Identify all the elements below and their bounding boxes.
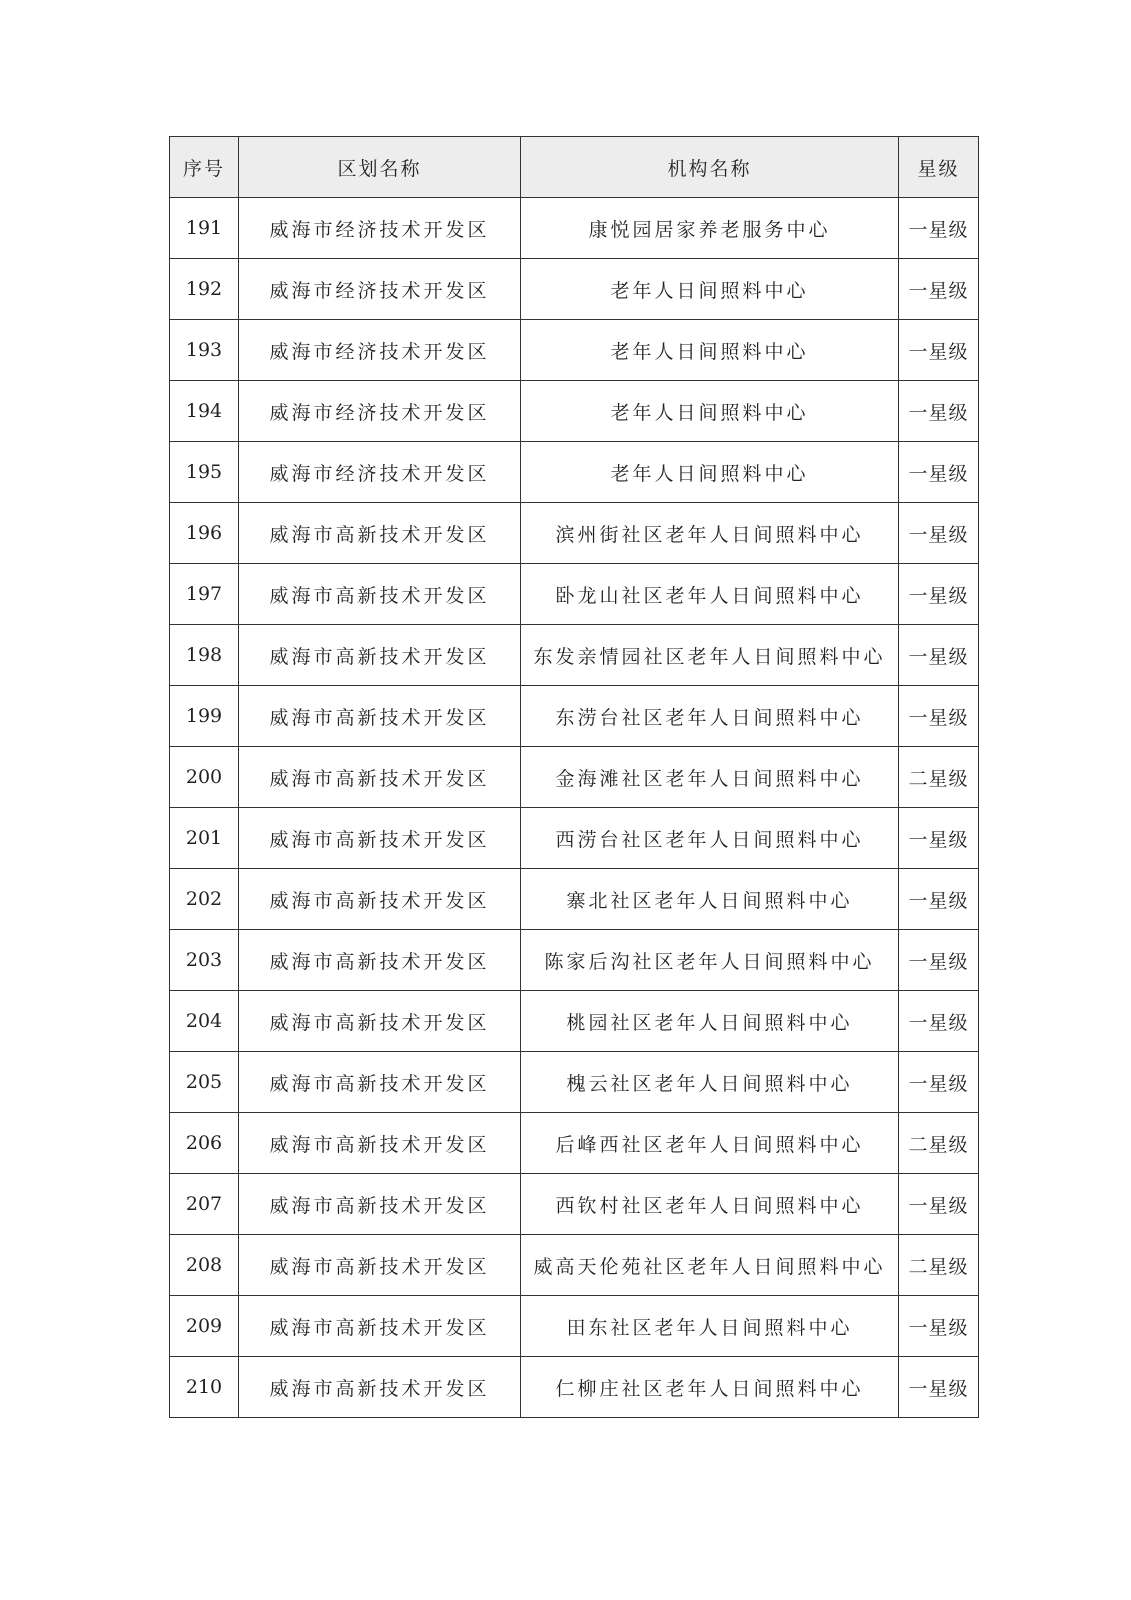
cell-rating: 一星级 [899, 808, 979, 869]
table-row [170, 1113, 979, 1174]
header-row [170, 137, 979, 198]
cell-seq: 199 [170, 686, 239, 747]
cell-district: 威海市高新技术开发区 [239, 686, 521, 747]
cell-seq: 197 [170, 564, 239, 625]
cell-district: 威海市高新技术开发区 [239, 869, 521, 930]
header-seq: 序号 [170, 137, 239, 198]
cell-institution: 康悦园居家养老服务中心 [521, 198, 899, 259]
header-district: 区划名称 [239, 137, 521, 198]
cell-district: 威海市高新技术开发区 [239, 564, 521, 625]
cell-rating: 一星级 [899, 198, 979, 259]
cell-district: 威海市高新技术开发区 [239, 1113, 521, 1174]
cell-rating: 一星级 [899, 991, 979, 1052]
cell-rating: 二星级 [899, 1235, 979, 1296]
cell-rating: 一星级 [899, 1296, 979, 1357]
cell-institution: 滨州街社区老年人日间照料中心 [521, 503, 899, 564]
table-row [170, 625, 979, 686]
cell-seq: 200 [170, 747, 239, 808]
institution-rating-table [169, 136, 979, 1418]
cell-rating: 一星级 [899, 564, 979, 625]
cell-institution: 寨北社区老年人日间照料中心 [521, 869, 899, 930]
table-body [170, 198, 979, 1418]
cell-institution: 田东社区老年人日间照料中心 [521, 1296, 899, 1357]
cell-seq: 204 [170, 991, 239, 1052]
cell-institution: 威高天伦苑社区老年人日间照料中心 [521, 1235, 899, 1296]
table-row [170, 381, 979, 442]
table-row [170, 1174, 979, 1235]
cell-rating: 一星级 [899, 1174, 979, 1235]
table-header [170, 137, 979, 198]
cell-district: 威海市高新技术开发区 [239, 1174, 521, 1235]
table-row [170, 1357, 979, 1418]
cell-seq: 196 [170, 503, 239, 564]
cell-institution: 老年人日间照料中心 [521, 259, 899, 320]
cell-seq: 194 [170, 381, 239, 442]
header-institution: 机构名称 [521, 137, 899, 198]
table-row [170, 1296, 979, 1357]
cell-rating: 一星级 [899, 381, 979, 442]
cell-seq: 201 [170, 808, 239, 869]
cell-seq: 193 [170, 320, 239, 381]
cell-institution: 老年人日间照料中心 [521, 442, 899, 503]
cell-seq: 208 [170, 1235, 239, 1296]
cell-seq: 195 [170, 442, 239, 503]
table-row [170, 503, 979, 564]
cell-rating: 一星级 [899, 442, 979, 503]
cell-district: 威海市高新技术开发区 [239, 1357, 521, 1418]
cell-district: 威海市高新技术开发区 [239, 1235, 521, 1296]
cell-district: 威海市高新技术开发区 [239, 625, 521, 686]
cell-institution: 东涝台社区老年人日间照料中心 [521, 686, 899, 747]
cell-rating: 一星级 [899, 1357, 979, 1418]
cell-district: 威海市高新技术开发区 [239, 991, 521, 1052]
cell-seq: 198 [170, 625, 239, 686]
cell-rating: 一星级 [899, 503, 979, 564]
cell-institution: 卧龙山社区老年人日间照料中心 [521, 564, 899, 625]
cell-institution: 桃园社区老年人日间照料中心 [521, 991, 899, 1052]
cell-seq: 210 [170, 1357, 239, 1418]
table-row [170, 320, 979, 381]
cell-district: 威海市经济技术开发区 [239, 259, 521, 320]
cell-seq: 205 [170, 1052, 239, 1113]
cell-rating: 一星级 [899, 1052, 979, 1113]
cell-district: 威海市经济技术开发区 [239, 320, 521, 381]
cell-institution: 后峰西社区老年人日间照料中心 [521, 1113, 899, 1174]
cell-rating: 一星级 [899, 625, 979, 686]
table-row [170, 747, 979, 808]
cell-district: 威海市高新技术开发区 [239, 930, 521, 991]
cell-rating: 一星级 [899, 259, 979, 320]
cell-institution: 槐云社区老年人日间照料中心 [521, 1052, 899, 1113]
table-row [170, 564, 979, 625]
document-page [169, 136, 978, 1418]
cell-district: 威海市高新技术开发区 [239, 808, 521, 869]
cell-seq: 192 [170, 259, 239, 320]
cell-institution: 金海滩社区老年人日间照料中心 [521, 747, 899, 808]
table-row [170, 808, 979, 869]
cell-institution: 仁柳庄社区老年人日间照料中心 [521, 1357, 899, 1418]
cell-institution: 老年人日间照料中心 [521, 381, 899, 442]
table-row [170, 259, 979, 320]
table-row [170, 1235, 979, 1296]
cell-district: 威海市高新技术开发区 [239, 503, 521, 564]
table-row [170, 991, 979, 1052]
cell-rating: 二星级 [899, 747, 979, 808]
table-row [170, 869, 979, 930]
cell-seq: 202 [170, 869, 239, 930]
cell-seq: 209 [170, 1296, 239, 1357]
cell-district: 威海市经济技术开发区 [239, 442, 521, 503]
cell-district: 威海市高新技术开发区 [239, 747, 521, 808]
cell-institution: 西涝台社区老年人日间照料中心 [521, 808, 899, 869]
cell-seq: 191 [170, 198, 239, 259]
cell-institution: 东发亲情园社区老年人日间照料中心 [521, 625, 899, 686]
cell-rating: 一星级 [899, 320, 979, 381]
cell-rating: 一星级 [899, 930, 979, 991]
cell-district: 威海市经济技术开发区 [239, 381, 521, 442]
cell-rating: 一星级 [899, 686, 979, 747]
table-row [170, 442, 979, 503]
table-row [170, 930, 979, 991]
table-row [170, 1052, 979, 1113]
cell-district: 威海市经济技术开发区 [239, 198, 521, 259]
table-row [170, 686, 979, 747]
cell-rating: 一星级 [899, 869, 979, 930]
table-row [170, 198, 979, 259]
cell-seq: 206 [170, 1113, 239, 1174]
cell-rating: 二星级 [899, 1113, 979, 1174]
cell-institution: 陈家后沟社区老年人日间照料中心 [521, 930, 899, 991]
cell-seq: 207 [170, 1174, 239, 1235]
cell-institution: 西钦村社区老年人日间照料中心 [521, 1174, 899, 1235]
cell-institution: 老年人日间照料中心 [521, 320, 899, 381]
cell-district: 威海市高新技术开发区 [239, 1052, 521, 1113]
cell-seq: 203 [170, 930, 239, 991]
header-rating: 星级 [899, 137, 979, 198]
cell-district: 威海市高新技术开发区 [239, 1296, 521, 1357]
